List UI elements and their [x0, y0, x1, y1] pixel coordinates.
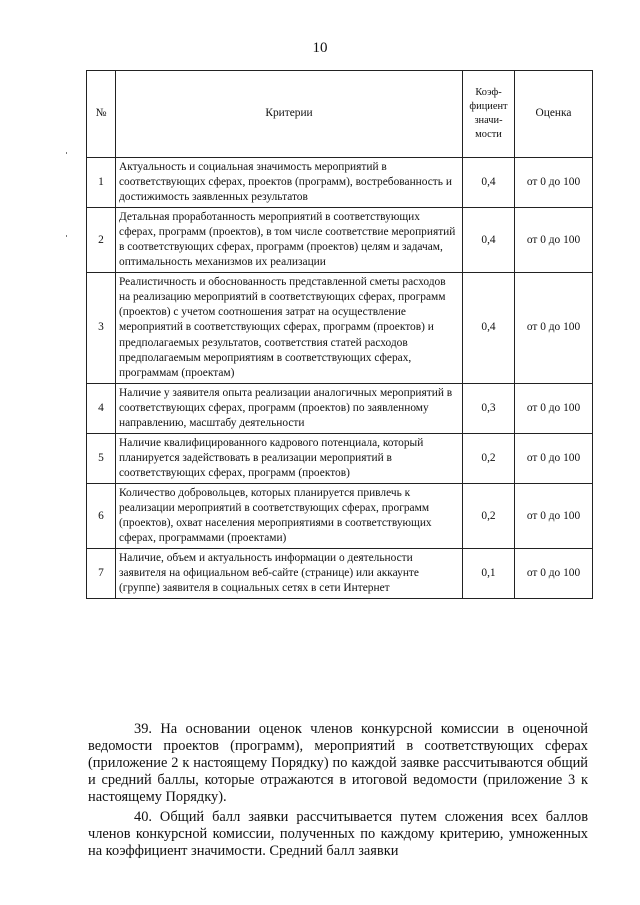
row-score: от 0 до 100: [515, 158, 593, 208]
row-number: 7: [87, 549, 116, 599]
table-row: [87, 273, 593, 383]
table-row: [87, 483, 593, 548]
column-header-coefficient: Коэффициент значимости: [463, 71, 515, 158]
column-header-number: №: [87, 71, 116, 158]
row-criteria: Актуальность и социальная значимость мероприятий в соответствующих сферах, проектов (программ), востребованность и достижимость заявленных результатов: [116, 158, 463, 208]
page-number: 10: [312, 40, 328, 56]
row-score: от 0 до 100: [515, 208, 593, 273]
row-score: от 0 до 100: [515, 273, 593, 383]
paragraph-39: 39. На основании оценок членов конкурсной комиссии в оценочной ведомости проектов (программ), мероприятий в соответствующих сферах (приложение 2 к настоящему Порядку) по каждой заявке рассчитываются общий и средний баллы, которые отражаются в итоговой ведомости (приложение 3 к настоящему Порядку).: [88, 721, 588, 806]
row-coefficient: 0,4: [463, 208, 515, 273]
row-score: от 0 до 100: [515, 433, 593, 483]
row-coefficient: 0,1: [463, 549, 515, 599]
row-criteria: Наличие, объем и актуальность информации о деятельности заявителя на официальном веб-сайте (странице) или аккаунте (группе) заявителя в социальных сетях в сети Интернет: [116, 549, 463, 599]
row-score: от 0 до 100: [515, 483, 593, 548]
table-row: [87, 383, 593, 433]
column-header-criteria: Критерии: [116, 71, 463, 158]
row-criteria: Детальная проработанность мероприятий в соответствующих сферах, программ (проектов), в том числе соответствие мероприятий в соответствующих сферах, программ (проектов) целям и задачам, оптимальность механизмов их реализации: [116, 208, 463, 273]
row-coefficient: 0,2: [463, 433, 515, 483]
column-header-score: Оценка: [515, 71, 593, 158]
row-coefficient: 0,2: [463, 483, 515, 548]
row-number: 6: [87, 483, 116, 548]
row-score: от 0 до 100: [515, 383, 593, 433]
row-coefficient: 0,4: [463, 158, 515, 208]
row-number: 2: [87, 208, 116, 273]
row-coefficient: 0,3: [463, 383, 515, 433]
paragraph-40: 40. Общий балл заявки рассчитывается путем сложения всех баллов членов конкурсной комиссии, полученных по каждому критерию, умноженных на коэффициент значимости. Средний балл заявки: [88, 809, 588, 860]
table-row: [87, 208, 593, 273]
row-coefficient: 0,4: [463, 273, 515, 383]
table-row: [87, 158, 593, 208]
row-criteria: Наличие у заявителя опыта реализации аналогичных мероприятий в соответствующих сферах, программ (проектов) по заявленному направлению, масштабу деятельности: [116, 383, 463, 433]
row-criteria: Количество добровольцев, которых планируется привлечь к реализации мероприятий в соответствующих сферах, программ (проектов), охват населения мероприятиями в соответствующих сферах, программами (проектами): [116, 483, 463, 548]
row-number: 1: [87, 158, 116, 208]
scan-mark: [66, 152, 67, 154]
row-criteria: Реалистичность и обоснованность представленной сметы расходов на реализацию мероприятий в соответствующих сферах, программ (проектов) с учетом соотношения затрат на осуществление мероприятий в соответствующих сферах, программ (проектов) и предполагаемых результатов, соответствия статей расходов предполагаемым мероприятиям в соответствующих сферах, программам (проектам): [116, 273, 463, 383]
scan-mark: [66, 235, 67, 237]
table-header-row: [87, 71, 593, 158]
row-criteria: Наличие квалифицированного кадрового потенциала, который планируется задействовать в реализации мероприятий в соответствующих сферах, программ (проектов): [116, 433, 463, 483]
table-row: [87, 433, 593, 483]
row-number: 3: [87, 273, 116, 383]
table-row: [87, 549, 593, 599]
criteria-table: [86, 70, 593, 599]
row-number: 5: [87, 433, 116, 483]
row-score: от 0 до 100: [515, 549, 593, 599]
row-number: 4: [87, 383, 116, 433]
